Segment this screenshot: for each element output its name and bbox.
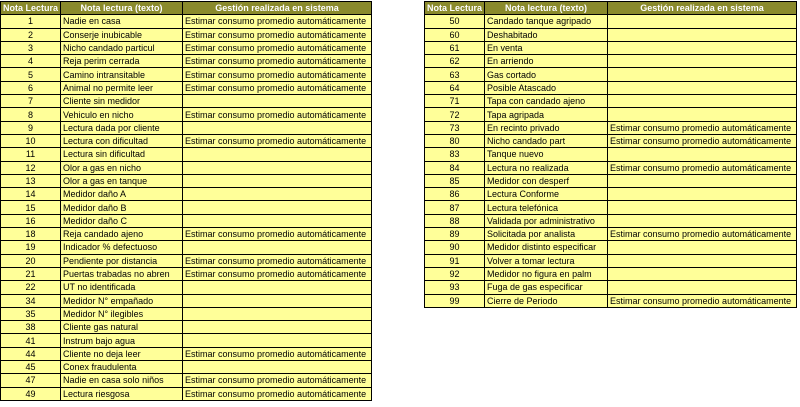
table-row — [425, 68, 797, 81]
cell-text: Nicho candado part — [485, 134, 608, 147]
cell-text: Validada por administrativo — [485, 214, 608, 227]
table-row — [425, 188, 797, 201]
cell-code: 93 — [425, 281, 485, 294]
cell-code: 85 — [425, 174, 485, 187]
cell-text: Fuga de gas especificar — [485, 281, 608, 294]
table-row — [1, 148, 372, 161]
cell-code: 62 — [425, 55, 485, 68]
cell-text: Instrum bajo agua — [61, 334, 183, 347]
cell-text: Puertas trabadas no abren — [61, 267, 183, 280]
cell-code: 63 — [425, 68, 485, 81]
cell-action — [183, 281, 372, 294]
cell-text: Volver a tomar lectura — [485, 254, 608, 267]
header-code: Nota Lectura — [425, 2, 485, 15]
table-row — [1, 228, 372, 241]
header-code: Nota Lectura — [1, 2, 61, 15]
cell-text: Lectura sin dificultad — [61, 148, 183, 161]
cell-action: Estimar consumo promedio automáticamente — [608, 121, 797, 134]
table-row — [1, 374, 372, 387]
cell-action — [183, 161, 372, 174]
cell-code: 73 — [425, 121, 485, 134]
table-row — [1, 361, 372, 374]
table-row — [425, 55, 797, 68]
cell-code: 99 — [425, 294, 485, 307]
cell-action: Estimar consumo promedio automáticamente — [183, 55, 372, 68]
cell-action — [608, 148, 797, 161]
table-row — [1, 321, 372, 334]
cell-text: Tanque nuevo — [485, 148, 608, 161]
cell-code: 16 — [1, 214, 61, 227]
table-row — [1, 108, 372, 121]
cell-action: Estimar consumo promedio automáticamente — [183, 81, 372, 94]
table-row — [425, 201, 797, 214]
cell-text: Tapa agripada — [485, 108, 608, 121]
cell-text: Medidor N° ilegibles — [61, 307, 183, 320]
cell-text: UT no identificada — [61, 281, 183, 294]
table-row — [425, 108, 797, 121]
cell-code: 44 — [1, 347, 61, 360]
cell-code: 1 — [1, 15, 61, 28]
cell-text: Lectura riesgosa — [61, 387, 183, 400]
cell-text: Vehiculo en nicho — [61, 108, 183, 121]
cell-code: 60 — [425, 28, 485, 41]
cell-text: Medidor distinto especificar — [485, 241, 608, 254]
table-row — [425, 15, 797, 28]
table-row — [1, 334, 372, 347]
cell-action — [608, 55, 797, 68]
cell-text: En venta — [485, 41, 608, 54]
cell-code: 61 — [425, 41, 485, 54]
cell-action — [608, 108, 797, 121]
cell-text: Lectura dada por cliente — [61, 121, 183, 134]
cell-action: Estimar consumo promedio automáticamente — [183, 267, 372, 280]
table-row — [1, 81, 372, 94]
table-row — [425, 254, 797, 267]
cell-code: 9 — [1, 121, 61, 134]
table-row — [1, 241, 372, 254]
cell-code: 64 — [425, 81, 485, 94]
table-row — [1, 387, 372, 400]
table-row — [425, 121, 797, 134]
cell-code: 14 — [1, 188, 61, 201]
cell-code: 83 — [425, 148, 485, 161]
cell-action — [608, 214, 797, 227]
cell-code: 34 — [1, 294, 61, 307]
table-row — [1, 15, 372, 28]
cell-code: 22 — [1, 281, 61, 294]
cell-code: 90 — [425, 241, 485, 254]
table-row — [1, 161, 372, 174]
table-row — [425, 228, 797, 241]
cell-action — [183, 148, 372, 161]
table-row — [1, 41, 372, 54]
cell-action — [608, 28, 797, 41]
cell-action — [183, 201, 372, 214]
cell-code: 38 — [1, 321, 61, 334]
cell-text: Medidor daño B — [61, 201, 183, 214]
table-row — [1, 307, 372, 320]
table-row — [1, 174, 372, 187]
cell-text: Lectura telefónica — [485, 201, 608, 214]
cell-action: Estimar consumo promedio automáticamente — [183, 15, 372, 28]
cell-action: Estimar consumo promedio automáticamente — [608, 161, 797, 174]
cell-code: 80 — [425, 134, 485, 147]
cell-code: 71 — [425, 95, 485, 108]
cell-text: Deshabitado — [485, 28, 608, 41]
cell-action: Estimar consumo promedio automáticamente — [183, 108, 372, 121]
cell-action — [183, 174, 372, 187]
cell-action: Estimar consumo promedio automáticamente — [608, 134, 797, 147]
cell-action — [608, 68, 797, 81]
table-row — [1, 188, 372, 201]
cell-action — [608, 81, 797, 94]
cell-code: 19 — [1, 241, 61, 254]
table-row — [425, 267, 797, 280]
cell-text: Nadie en casa solo niños — [61, 374, 183, 387]
left-reading-notes-table — [0, 1, 372, 401]
table-row — [1, 95, 372, 108]
cell-action — [183, 307, 372, 320]
table-row — [425, 281, 797, 294]
cell-text: Cliente no deja leer — [61, 347, 183, 360]
cell-code: 87 — [425, 201, 485, 214]
cell-text: Pendiente por distancia — [61, 254, 183, 267]
cell-code: 91 — [425, 254, 485, 267]
header-text: Nota lectura (texto) — [485, 2, 608, 15]
cell-action: Estimar consumo promedio automáticamente — [608, 294, 797, 307]
cell-action — [183, 241, 372, 254]
cell-action — [608, 281, 797, 294]
cell-code: 84 — [425, 161, 485, 174]
cell-text: Lectura con dificultad — [61, 134, 183, 147]
cell-text: Lectura Conforme — [485, 188, 608, 201]
cell-action: Estimar consumo promedio automáticamente — [608, 228, 797, 241]
right-reading-notes-table — [424, 1, 797, 308]
table-row — [425, 41, 797, 54]
cell-code: 45 — [1, 361, 61, 374]
cell-action — [608, 267, 797, 280]
table-row — [1, 55, 372, 68]
table-row — [425, 161, 797, 174]
cell-text: Animal no permite leer — [61, 81, 183, 94]
cell-action: Estimar consumo promedio automáticamente — [183, 387, 372, 400]
cell-code: 86 — [425, 188, 485, 201]
cell-text: Gas cortado — [485, 68, 608, 81]
cell-code: 15 — [1, 201, 61, 214]
header-action: Gestión realizada en sistema — [183, 2, 372, 15]
cell-code: 3 — [1, 41, 61, 54]
cell-action — [608, 15, 797, 28]
table-row — [425, 241, 797, 254]
cell-code: 41 — [1, 334, 61, 347]
table-row — [425, 214, 797, 227]
cell-action — [183, 334, 372, 347]
cell-text: Posible Atascado — [485, 81, 608, 94]
cell-code: 10 — [1, 134, 61, 147]
cell-code: 47 — [1, 374, 61, 387]
cell-code: 11 — [1, 148, 61, 161]
cell-text: Conserje inubicable — [61, 28, 183, 41]
cell-code: 21 — [1, 267, 61, 280]
cell-action — [183, 361, 372, 374]
table-row — [1, 214, 372, 227]
cell-text: En arriendo — [485, 55, 608, 68]
header-text: Nota lectura (texto) — [61, 2, 183, 15]
cell-text: Olor a gas en tanque — [61, 174, 183, 187]
table-row — [1, 281, 372, 294]
cell-action — [183, 95, 372, 108]
table-row — [425, 81, 797, 94]
header-action: Gestión realizada en sistema — [608, 2, 797, 15]
cell-action — [608, 201, 797, 214]
cell-text: Cliente gas natural — [61, 321, 183, 334]
table-header-row — [425, 2, 797, 15]
cell-action — [183, 294, 372, 307]
cell-code: 6 — [1, 81, 61, 94]
cell-code: 12 — [1, 161, 61, 174]
cell-text: Indicador % defectuoso — [61, 241, 183, 254]
cell-action — [183, 214, 372, 227]
table-row — [425, 95, 797, 108]
cell-action — [183, 188, 372, 201]
table-row — [1, 254, 372, 267]
cell-text: Medidor no figura en palm — [485, 267, 608, 280]
cell-action — [608, 241, 797, 254]
cell-action: Estimar consumo promedio automáticamente — [183, 228, 372, 241]
cell-action: Estimar consumo promedio automáticamente — [183, 347, 372, 360]
cell-text: Candado tanque agripado — [485, 15, 608, 28]
table-row — [1, 28, 372, 41]
cell-text: Solicitada por analista — [485, 228, 608, 241]
table-row — [425, 134, 797, 147]
cell-action: Estimar consumo promedio automáticamente — [183, 134, 372, 147]
cell-text: Cierre de Periodo — [485, 294, 608, 307]
cell-code: 35 — [1, 307, 61, 320]
cell-code: 5 — [1, 68, 61, 81]
table-row — [1, 294, 372, 307]
cell-text: En recinto privado — [485, 121, 608, 134]
table-row — [1, 68, 372, 81]
cell-action — [608, 41, 797, 54]
table-row — [425, 28, 797, 41]
cell-text: Olor a gas en nicho — [61, 161, 183, 174]
cell-action: Estimar consumo promedio automáticamente — [183, 68, 372, 81]
cell-action — [183, 121, 372, 134]
cell-code: 89 — [425, 228, 485, 241]
cell-code: 49 — [1, 387, 61, 400]
table-row — [1, 267, 372, 280]
cell-code: 2 — [1, 28, 61, 41]
cell-action — [608, 188, 797, 201]
table-row — [1, 347, 372, 360]
cell-code: 13 — [1, 174, 61, 187]
table-row — [425, 148, 797, 161]
cell-text: Cliente sin medidor — [61, 95, 183, 108]
cell-code: 4 — [1, 55, 61, 68]
cell-text: Nicho candado particul — [61, 41, 183, 54]
cell-text: Lectura no realizada — [485, 161, 608, 174]
cell-text: Nadie en casa — [61, 15, 183, 28]
cell-text: Camino intransitable — [61, 68, 183, 81]
cell-action: Estimar consumo promedio automáticamente — [183, 28, 372, 41]
cell-code: 18 — [1, 228, 61, 241]
table-row — [1, 121, 372, 134]
cell-text: Conex fraudulenta — [61, 361, 183, 374]
cell-code: 72 — [425, 108, 485, 121]
cell-text: Tapa con candado ajeno — [485, 95, 608, 108]
cell-action — [608, 174, 797, 187]
cell-code: 92 — [425, 267, 485, 280]
cell-text: Medidor N° empañado — [61, 294, 183, 307]
cell-code: 8 — [1, 108, 61, 121]
table-header-row — [1, 2, 372, 15]
cell-text: Reja perim cerrada — [61, 55, 183, 68]
cell-action — [608, 254, 797, 267]
table-row — [425, 294, 797, 307]
cell-code: 20 — [1, 254, 61, 267]
table-row — [1, 201, 372, 214]
cell-action: Estimar consumo promedio automáticamente — [183, 254, 372, 267]
cell-action: Estimar consumo promedio automáticamente — [183, 374, 372, 387]
table-row — [1, 134, 372, 147]
cell-code: 88 — [425, 214, 485, 227]
cell-action — [608, 95, 797, 108]
cell-action: Estimar consumo promedio automáticamente — [183, 41, 372, 54]
cell-text: Medidor con desperf — [485, 174, 608, 187]
cell-code: 50 — [425, 15, 485, 28]
cell-text: Medidor daño A — [61, 188, 183, 201]
table-row — [425, 174, 797, 187]
cell-text: Reja candado ajeno — [61, 228, 183, 241]
cell-code: 7 — [1, 95, 61, 108]
cell-text: Medidor daño C — [61, 214, 183, 227]
cell-action — [183, 321, 372, 334]
